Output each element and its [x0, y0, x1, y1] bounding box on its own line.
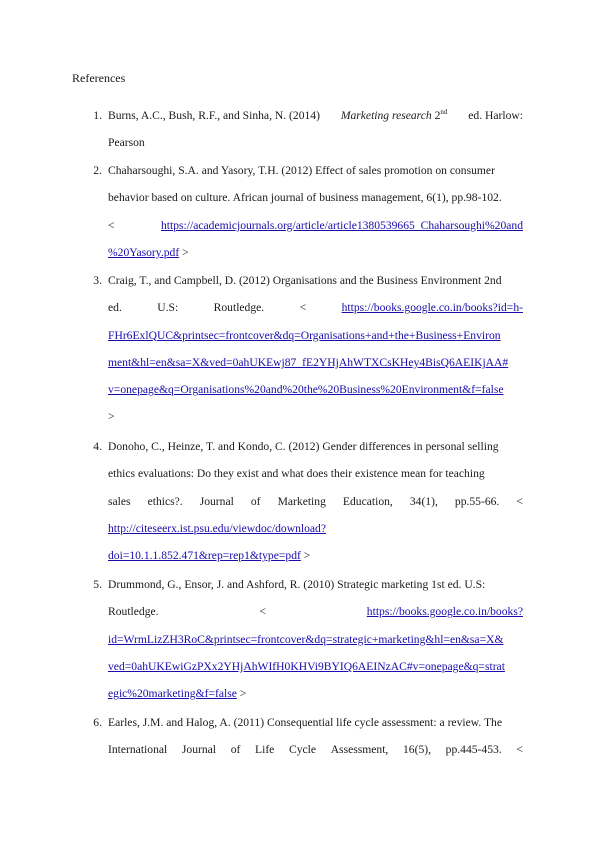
reference-text [108, 164, 523, 273]
reference-text [108, 109, 523, 164]
reference-line: Chaharsoughi, S.A. and Yasory, T.H. (2012) Effect of sales promotion on consumer [108, 164, 495, 177]
reference-link[interactable]: FHr6ExlQUC&printsec=frontcover&dq=Organisations+and+the+Business+Environ [108, 328, 501, 342]
edition-suffix: nd [440, 108, 448, 117]
reference-line: Craig, T., and Campbell, D. (2012) Organisations and the Business Environment 2nd [108, 274, 502, 287]
authors-year: Burns, A.C., Bush, R.F., and Sinha, N. (2014) [108, 109, 320, 122]
reference-line [108, 687, 523, 714]
word: Routledge. [213, 301, 265, 315]
publisher: Pearson [108, 136, 145, 150]
word: Routledge. [108, 605, 159, 619]
reference-line [108, 633, 523, 660]
word: Marketing [277, 494, 326, 508]
reference-link[interactable]: ment&hl=en&sa=X&ved=0ahUKEwj87_fE2YHjAhWTXCsKHey4BisQ6AEIKjAA# [108, 355, 509, 369]
open-bracket: < [299, 301, 307, 315]
reference-line: Drummond, G., Ensor, J. and Ashford, R. (2010) Strategic marketing 1st ed. U.S: [108, 578, 486, 591]
edition-number: 2 [434, 109, 441, 122]
publisher-place: ed. Harlow: [468, 109, 523, 122]
word: ed. [108, 301, 122, 315]
reference-text [108, 274, 523, 438]
reference-number: 6. [93, 716, 102, 729]
reference-line [108, 383, 523, 410]
reference-number: 2. [93, 164, 102, 177]
open-bracket: < [259, 605, 266, 619]
reference-number: 4. [93, 440, 102, 453]
open-bracket: < [108, 218, 115, 232]
reference-number: 1. [93, 109, 102, 122]
open-bracket: < [516, 494, 523, 508]
title-edition [341, 109, 448, 136]
word: Life [255, 743, 275, 757]
reference-link[interactable]: https://books.google.co.in/books?id=h- [341, 301, 523, 315]
word: U.S: [157, 301, 179, 315]
open-bracket: < [516, 743, 523, 757]
reference-line [108, 522, 523, 549]
word: pp.445-453. [445, 743, 502, 757]
word: ethics?. [147, 494, 183, 508]
reference-number: 5. [93, 578, 102, 591]
word: pp.55-66. [454, 494, 500, 508]
word: 16(5), [403, 743, 432, 757]
close-bracket: > [303, 549, 311, 563]
word: of [230, 743, 241, 757]
reference-line: behavior based on culture. African journal of business management, 6(1), pp.98-102. [108, 191, 502, 205]
reference-line [108, 495, 523, 522]
reference-line [108, 660, 523, 687]
reference-line [108, 356, 523, 383]
word: Education, [342, 494, 393, 508]
close-bracket: > [108, 410, 115, 424]
word: of [250, 494, 261, 508]
reference-line [108, 743, 523, 770]
reference-text [108, 440, 523, 576]
word: International [108, 743, 168, 757]
reference-link[interactable]: https://academicjournals.org/article/article1380539665_Chaharsoughi%20and [161, 218, 523, 232]
reference-link[interactable]: http://citeseerx.ist.psu.edu/viewdoc/download? [108, 521, 326, 535]
reference-link[interactable]: egic%20marketing&f=false [108, 687, 237, 701]
reference-line: Earles, J.M. and Halog, A. (2011) Consequential life cycle assessment: a review. The [108, 716, 502, 729]
reference-line [108, 219, 523, 246]
word: Cycle [288, 743, 317, 757]
word: Journal [181, 743, 217, 757]
reference-line [108, 605, 523, 632]
word: 34(1), [409, 494, 438, 508]
close-bracket: > [182, 245, 189, 259]
reference-link[interactable]: id=WrmLizZH3RoC&printsec=frontcover&dq=strategic+marketing&hl=en&sa=X& [108, 632, 504, 646]
reference-link[interactable]: doi=10.1.1.852.471&rep=rep1&type=pdf [108, 549, 301, 563]
reference-line: Donoho, C., Heinze, T. and Kondo, C. (2012) Gender differences in personal selling [108, 440, 499, 453]
word: Journal [199, 494, 234, 508]
references-heading: References [72, 71, 126, 85]
word: Assessment, [330, 743, 389, 757]
reference-line [108, 329, 523, 356]
word: sales [108, 494, 131, 508]
reference-link[interactable]: ved=0ahUKEwiGzPXx2YHjAhWIfH0KHVi9BYIQ6AEINzAC#v=onepage&q=strat [108, 659, 505, 673]
close-bracket: > [239, 687, 247, 701]
reference-link[interactable]: https://books.google.co.in/books? [366, 605, 523, 619]
reference-line [108, 301, 523, 328]
reference-link[interactable]: %20Yasory.pdf [108, 245, 180, 259]
reference-text [108, 578, 523, 714]
reference-line [108, 246, 523, 273]
reference-line [108, 109, 523, 136]
reference-line [108, 549, 523, 576]
reference-text [108, 716, 523, 771]
book-title: Marketing research [340, 109, 432, 122]
reference-number: 3. [93, 274, 102, 287]
reference-link[interactable]: v=onepage&q=Organisations%20and%20the%20Business%20Environment&f=false [108, 383, 504, 397]
reference-line: ethics evaluations: Do they exist and what does their existence mean for teaching [108, 467, 485, 481]
